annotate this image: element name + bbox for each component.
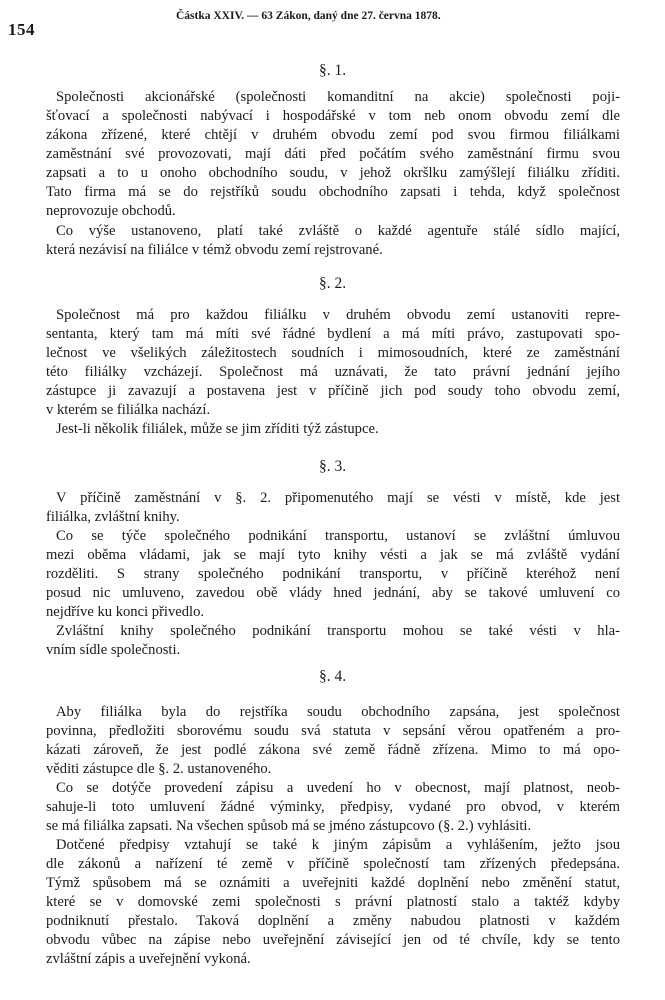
text-line: Aby filiálka byla do rejstříka soudu obchodního zapsána, jest společnost xyxy=(56,704,620,720)
text-line: která nezávisí na filiálce v témž obvodu zemí rejstrované. xyxy=(46,242,383,258)
text-line: Společnosti akcionářské (společnosti komanditní na akcie) společnosti poji- xyxy=(56,89,620,105)
section-heading-3: §. 3. xyxy=(318,458,347,475)
text-line: neprovozuje obchodů. xyxy=(46,203,176,219)
text-line: Co se dotýče provedení zápisu a uvedení ho v obecnost, mají platnost, neob- xyxy=(56,780,620,796)
paragraph xyxy=(46,222,620,260)
text-line: lečnost ve všelikých záležitostech soudních i mimosoudních, které ze zaměstnání xyxy=(46,345,620,361)
text-line: šťovací a společnosti nabývací i hospodářské v tom neb onom obvodu zemí dle xyxy=(46,108,620,124)
text-line: podniknutí přestalo. Taková doplnění a změny nabudou platnosti v každém xyxy=(46,913,620,929)
text-line: které se v domovské zemi společnosti s právní platností stalo a taktéž kdyby xyxy=(46,894,620,910)
text-line: filiálka, zvláštní knihy. xyxy=(46,509,180,525)
paragraph xyxy=(46,703,620,779)
text-line: mezi oběma vládami, jak se mají tyto knihy vésti a jak se má zvláště vydání xyxy=(46,547,620,563)
text-line: Dotčené předpisy vztahují se také k jiným zápisům a vyhlášením, ježto jsou xyxy=(56,837,620,853)
text-line: vním sídle společnosti. xyxy=(46,642,181,658)
paragraph xyxy=(46,306,620,420)
text-line: Týmž spůsobem má se oznámiti a uveřejniti každé doplnění nebo změnění statut, xyxy=(46,875,620,891)
section-heading-4: §. 4. xyxy=(318,668,347,685)
text-line: zapsati a to u onoho obchodního soudu, v jehož okršlku zamýšlejí filiálku zříditi. xyxy=(46,165,620,181)
text-line: povinna, předložiti sborovému soudu svá statuta v sepsání věrou opatřeném a pro- xyxy=(46,723,620,739)
text-line: nejdříve ku konci přivedlo. xyxy=(46,604,205,620)
text-line: této filiálky vzcházejí. Společnost má uznávati, že tato právní jednání jejího xyxy=(46,364,620,380)
section-heading-2: §. 2. xyxy=(318,275,347,292)
text-line: V příčině zaměstnání v §. 2. připomenutého mají se vésti v místě, kde jest xyxy=(56,490,620,506)
page-number: 154 xyxy=(8,20,35,39)
text-line: Zvláštní knihy společného podnikání transportu mohou se také vésti v hla- xyxy=(56,623,620,639)
text-line: zvláštní zápis a uveřejnění vykoná. xyxy=(46,951,251,967)
text-line: věditi zástupce dle §. 2. ustanoveného. xyxy=(46,761,272,777)
text-line: sahuje-li toto umluvení žádné výminky, předpisy, vydané pro obvod, v kterém xyxy=(46,799,620,815)
paragraph xyxy=(46,622,620,660)
paragraph xyxy=(46,420,620,439)
paragraph xyxy=(46,88,620,221)
text-line: se má filiálka zapsati. Na všechen spůsob má se jméno zástupcovo (§. 2.) vyhlásiti. xyxy=(46,818,532,834)
text-line: Společnost má pro každou filiálku v druhém obvodu zemí ustanoviti repre- xyxy=(56,307,620,323)
text-line: posud nic umluveno, zavedou obě vlády hned jednání, aby se takové umluvení co xyxy=(46,585,620,601)
paragraph xyxy=(46,836,620,969)
paragraph xyxy=(46,779,620,836)
text-line: kázati zároveň, že jest podlé zákona své země řádně zřízena. Mimo to má opo- xyxy=(46,742,620,758)
text-line: zaměstnání své provozovati, mají dáti před počátím svého zaměstnání firmu svou xyxy=(46,146,620,162)
text-line: Co se týče společného podnikání transportu, ustanoví se zvláštní úmluvou xyxy=(56,528,620,544)
text-line: sentanta, který tam má míti své řádné bydlení a má míti právo, zastupovati spo- xyxy=(46,326,620,342)
text-line: zákona zřízené, které chtějí v druhém obvodu zemí pod svou firmou filiálkami xyxy=(46,127,620,143)
text-line: Tato firma má se do rejstříků soudu obchodního zapsati i tehda, když společnost xyxy=(46,184,620,200)
text-line: Co výše ustanoveno, platí také zvláště o každé agentuře stálé sídlo mající, xyxy=(56,223,620,239)
section-heading-1: §. 1. xyxy=(318,62,347,79)
text-line: v kterém se filiálka nachází. xyxy=(46,402,211,418)
text-line: zástupce ji zavazují a postavena jest v příčině jich pod soudy toho obvodu zemí, xyxy=(46,383,620,399)
paragraph xyxy=(46,527,620,622)
running-head: Částka XXIV. — 63 Zákon, daný dne 27. června 1878. xyxy=(176,10,441,22)
text-line: obvodu vůbec na zápise nebo uveřejnění závisející jen od té chvíle, kdy se tento xyxy=(46,932,620,948)
text-line: Jest-li několik filiálek, může se jim zříditi týž zástupce. xyxy=(56,421,379,437)
text-line: dle zákonů a nařízení té země v příčině společností tam zřízených předepsána. xyxy=(46,856,620,872)
paragraph xyxy=(46,489,620,527)
text-line: rozděliti. S strany společného podnikání transportu, v příčině kteréhož není xyxy=(46,566,620,582)
